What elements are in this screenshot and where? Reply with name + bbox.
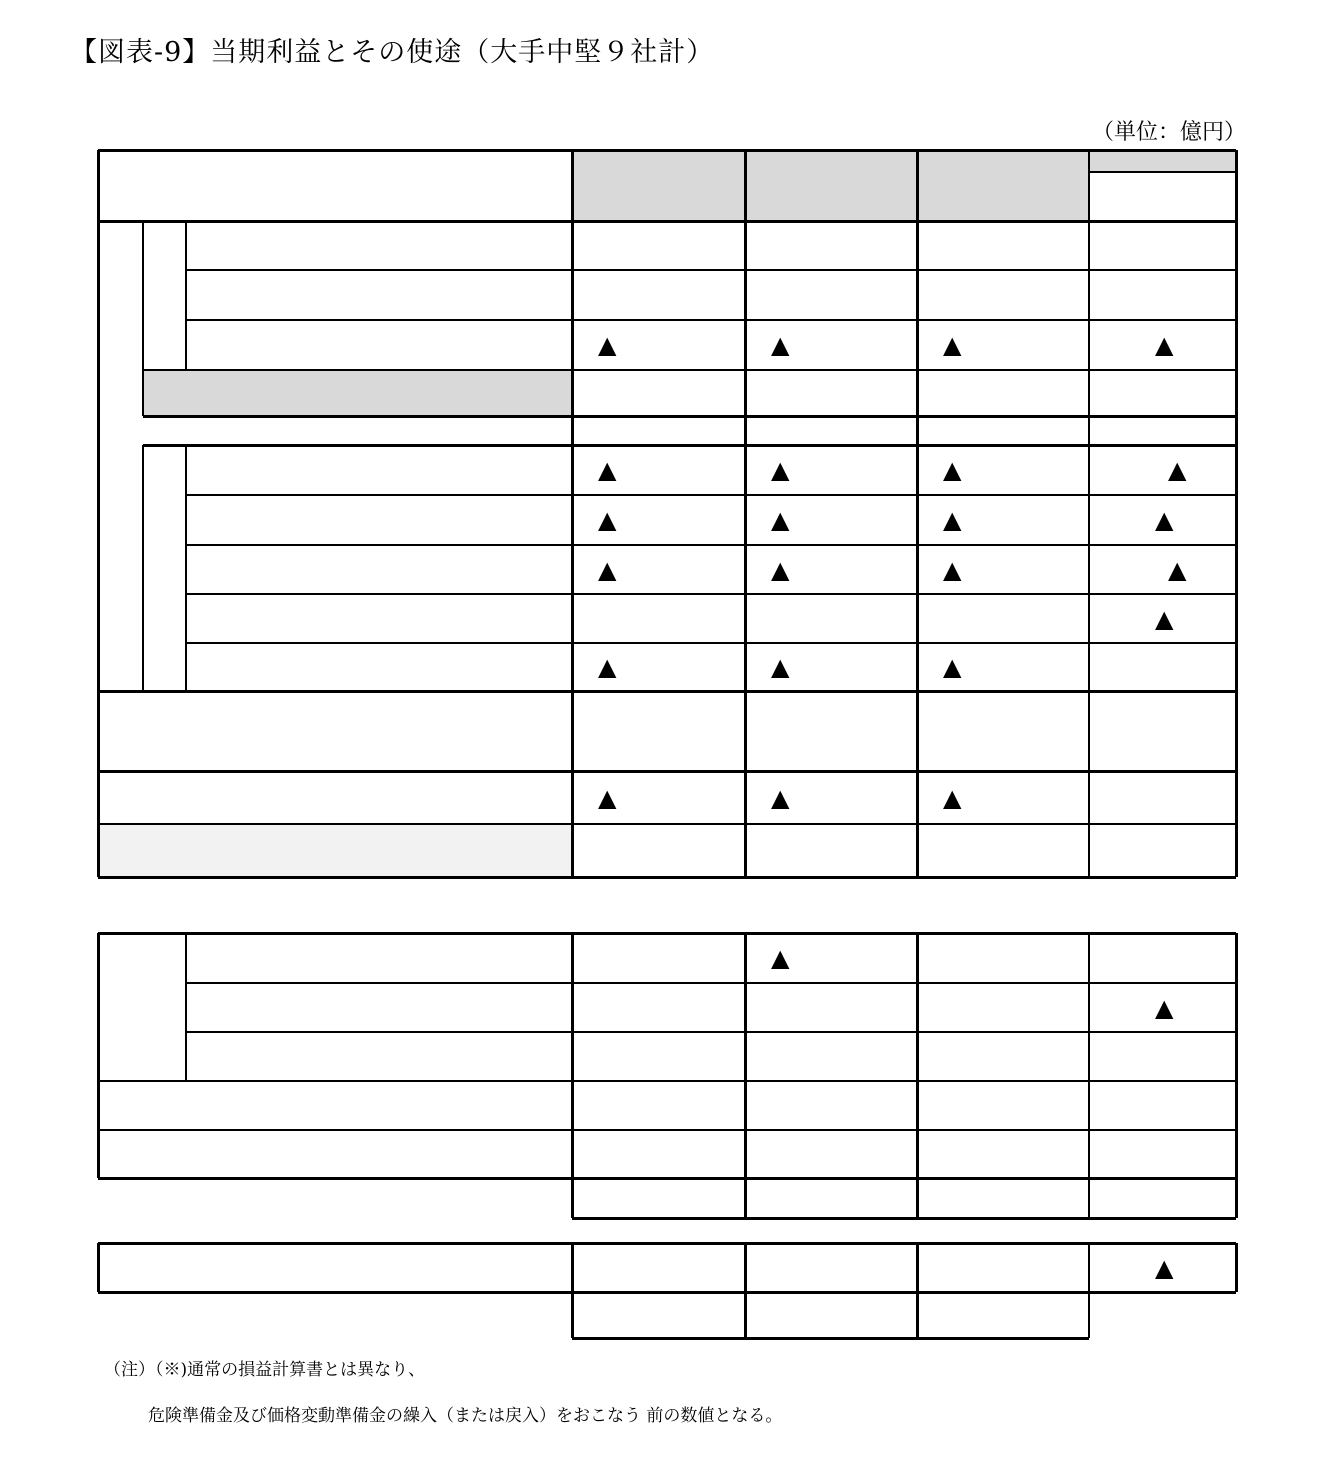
negative-mark: ▲: [1155, 993, 1174, 1022]
grid-line: [186, 544, 1236, 546]
negative-mark: ▲: [1155, 506, 1174, 534]
negative-mark: ▲: [1168, 555, 1187, 584]
grid-line: [1089, 171, 1236, 173]
page-title: 【図表-9】当期利益とその使途（大手中堅９社計）: [70, 37, 715, 68]
grid-line: [186, 642, 1236, 644]
negative-mark: ▲: [943, 456, 962, 484]
grid-line: [186, 494, 1236, 496]
subtotal-bg: [143, 370, 572, 416]
negative-mark: ▲: [771, 331, 790, 359]
grid-line: [98, 1177, 1236, 1180]
grid-line: [98, 1242, 1236, 1245]
negative-mark: ▲: [598, 506, 617, 534]
negative-mark: ▲: [771, 783, 790, 812]
grid-line: [1089, 220, 1236, 223]
negative-mark: ▲: [771, 456, 790, 484]
negative-mark: ▲: [598, 555, 617, 584]
grid-line: [916, 933, 919, 1218]
grid-line: [572, 1337, 1089, 1340]
grid-line: [98, 1129, 1236, 1131]
grid-line: [186, 1031, 1236, 1033]
grid-line: [744, 1243, 747, 1338]
grid-line: [98, 1291, 1236, 1294]
grid-line: [98, 823, 1236, 825]
grid-line: [143, 444, 1236, 447]
grid-line: [142, 445, 144, 691]
grid-line: [916, 1243, 919, 1338]
unit-label: （単位：億円）: [1092, 120, 1247, 145]
grid-line: [98, 876, 1236, 879]
grid-line: [98, 690, 1236, 693]
grid-line: [186, 269, 1236, 271]
negative-mark: ▲: [771, 653, 790, 681]
header-bg-increase: [1089, 150, 1236, 172]
grid-line: [1235, 1243, 1238, 1292]
grid-line: [98, 770, 1236, 773]
negative-mark: ▲: [1155, 604, 1174, 633]
grid-line: [98, 932, 1236, 935]
grid-line: [916, 150, 919, 877]
grid-line: [98, 149, 1236, 152]
grid-line: [1235, 933, 1238, 1218]
a-prime-bg: [98, 824, 572, 877]
note-line-1: （注）（※)通常の損益計算書とは異なり、: [104, 1360, 426, 1380]
grid-line: [185, 221, 187, 370]
grid-line: [186, 982, 1236, 984]
grid-line: [98, 220, 1089, 223]
grid-line: [1235, 150, 1238, 877]
grid-line: [1088, 933, 1090, 1218]
negative-mark: ▲: [771, 555, 790, 584]
grid-line: [186, 593, 1236, 595]
grid-line: [97, 1243, 100, 1292]
negative-mark: ▲: [1155, 331, 1174, 359]
grid-line: [1088, 1243, 1090, 1338]
grid-line: [571, 933, 574, 1218]
negative-mark: ▲: [598, 456, 617, 484]
grid-line: [1088, 150, 1090, 877]
negative-mark: ▲: [771, 506, 790, 534]
negative-mark: ▲: [1168, 456, 1187, 484]
negative-mark: ▲: [943, 653, 962, 681]
grid-line: [185, 933, 187, 1081]
negative-mark: ▲: [943, 331, 962, 359]
grid-line: [571, 150, 574, 877]
grid-line: [185, 445, 187, 691]
note-line-2: 危険準備金及び価格変動準備金の繰入（または戻入）をおこなう 前の数値となる。: [148, 1406, 783, 1426]
grid-line: [186, 319, 1236, 321]
grid-line: [97, 150, 100, 877]
negative-mark: ▲: [1155, 1253, 1174, 1282]
negative-mark: ▲: [943, 783, 962, 812]
grid-line: [97, 933, 100, 1178]
negative-mark: ▲: [598, 783, 617, 812]
negative-mark: ▲: [943, 506, 962, 534]
grid-line: [572, 1217, 1236, 1220]
grid-line: [143, 415, 1236, 418]
grid-line: [744, 150, 747, 877]
grid-line: [142, 221, 144, 416]
negative-mark: ▲: [598, 653, 617, 681]
grid-line: [571, 1243, 574, 1338]
negative-mark: ▲: [771, 944, 790, 972]
grid-line: [744, 933, 747, 1218]
header-bg: [572, 150, 1089, 221]
grid-line: [143, 369, 1236, 371]
negative-mark: ▲: [943, 555, 962, 584]
negative-mark: ▲: [598, 331, 617, 359]
grid-line: [98, 1080, 1236, 1082]
